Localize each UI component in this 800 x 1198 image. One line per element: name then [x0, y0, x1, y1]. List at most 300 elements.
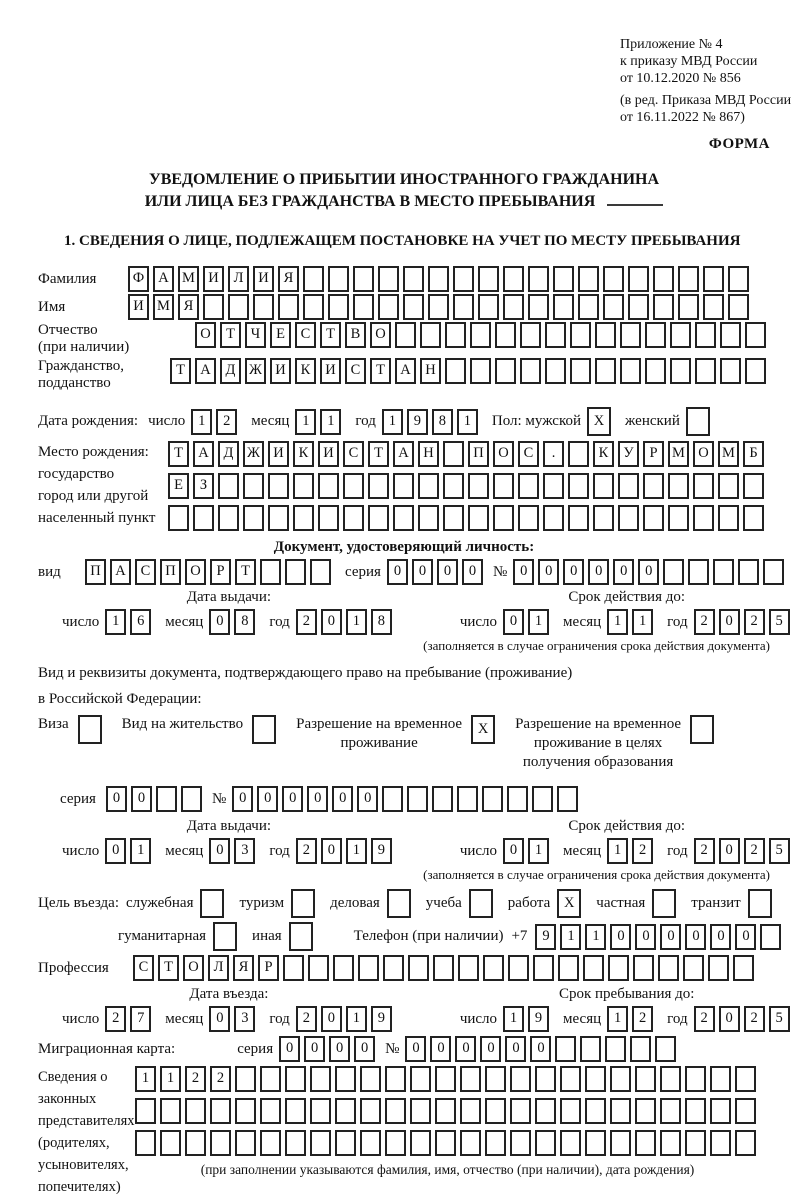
char-box[interactable]: К: [295, 358, 316, 384]
char-box[interactable]: П: [85, 559, 106, 585]
char-box[interactable]: 0: [105, 838, 126, 864]
char-box[interactable]: Н: [420, 358, 441, 384]
char-box[interactable]: [570, 358, 591, 384]
char-box[interactable]: 1: [607, 838, 628, 864]
char-box[interactable]: 0: [430, 1036, 451, 1062]
char-box[interactable]: [285, 1066, 306, 1092]
char-box[interactable]: [718, 505, 739, 531]
char-box[interactable]: [393, 505, 414, 531]
char-box[interactable]: [408, 955, 429, 981]
char-box[interactable]: 0: [209, 609, 230, 635]
char-box[interactable]: [710, 1066, 731, 1092]
char-box[interactable]: [360, 1098, 381, 1124]
char-box[interactable]: Т: [370, 358, 391, 384]
char-box[interactable]: 1: [320, 409, 341, 435]
char-box[interactable]: 0: [106, 786, 127, 812]
char-box[interactable]: П: [160, 559, 181, 585]
char-box[interactable]: [570, 322, 591, 348]
char-box[interactable]: 2: [216, 409, 237, 435]
char-box[interactable]: [745, 358, 766, 384]
char-box[interactable]: [493, 473, 514, 499]
char-box[interactable]: 0: [357, 786, 378, 812]
char-box[interactable]: О: [370, 322, 391, 348]
char-box[interactable]: [528, 266, 549, 292]
char-box[interactable]: 1: [130, 838, 151, 864]
char-box[interactable]: [458, 955, 479, 981]
char-box[interactable]: 0: [638, 559, 659, 585]
char-box[interactable]: [410, 1130, 431, 1156]
char-box[interactable]: [410, 1066, 431, 1092]
char-box[interactable]: [443, 505, 464, 531]
char-box[interactable]: [403, 266, 424, 292]
char-box[interactable]: [518, 505, 539, 531]
char-box[interactable]: И: [268, 441, 289, 467]
char-box[interactable]: [485, 1098, 506, 1124]
char-box[interactable]: 9: [407, 409, 428, 435]
char-box[interactable]: [543, 505, 564, 531]
char-box[interactable]: [535, 1098, 556, 1124]
char-box[interactable]: [383, 955, 404, 981]
char-box[interactable]: [310, 559, 331, 585]
char-box[interactable]: [285, 1098, 306, 1124]
char-box[interactable]: [645, 322, 666, 348]
char-box[interactable]: М: [178, 266, 199, 292]
char-box[interactable]: [343, 473, 364, 499]
char-box[interactable]: [718, 473, 739, 499]
char-box[interactable]: [382, 786, 403, 812]
char-box[interactable]: [243, 505, 264, 531]
char-box[interactable]: 0: [503, 609, 524, 635]
char-box[interactable]: С: [133, 955, 154, 981]
char-box[interactable]: [433, 955, 454, 981]
char-box[interactable]: [260, 1130, 281, 1156]
char-box[interactable]: 5: [769, 838, 790, 864]
char-box[interactable]: 1: [135, 1066, 156, 1092]
char-box[interactable]: [652, 889, 676, 918]
char-box[interactable]: [453, 266, 474, 292]
char-box[interactable]: 9: [371, 1006, 392, 1032]
char-box[interactable]: [310, 1130, 331, 1156]
char-box[interactable]: [748, 889, 772, 918]
char-box[interactable]: 0: [513, 559, 534, 585]
char-box[interactable]: [160, 1098, 181, 1124]
char-box[interactable]: 2: [744, 1006, 765, 1032]
char-box[interactable]: 0: [563, 559, 584, 585]
char-box[interactable]: [695, 358, 716, 384]
char-box[interactable]: Т: [170, 358, 191, 384]
char-box[interactable]: [435, 1098, 456, 1124]
char-box[interactable]: 2: [694, 1006, 715, 1032]
char-box[interactable]: [243, 473, 264, 499]
char-box[interactable]: [482, 786, 503, 812]
char-box[interactable]: [410, 1098, 431, 1124]
char-box[interactable]: [605, 1036, 626, 1062]
char-box[interactable]: С: [518, 441, 539, 467]
char-box[interactable]: [303, 266, 324, 292]
char-box[interactable]: 0: [719, 838, 740, 864]
char-box[interactable]: О: [183, 955, 204, 981]
char-box[interactable]: [387, 889, 411, 918]
char-box[interactable]: [560, 1066, 581, 1092]
char-box[interactable]: 1: [632, 609, 653, 635]
char-box[interactable]: [655, 1036, 676, 1062]
char-box[interactable]: 2: [744, 838, 765, 864]
char-box[interactable]: [457, 786, 478, 812]
char-box[interactable]: 2: [694, 609, 715, 635]
char-box[interactable]: О: [493, 441, 514, 467]
char-box[interactable]: [628, 266, 649, 292]
char-box[interactable]: [507, 786, 528, 812]
char-box[interactable]: [603, 266, 624, 292]
char-box[interactable]: [268, 473, 289, 499]
char-box[interactable]: К: [593, 441, 614, 467]
char-box[interactable]: В: [345, 322, 366, 348]
char-box[interactable]: [495, 358, 516, 384]
char-box[interactable]: [210, 1130, 231, 1156]
char-box[interactable]: И: [253, 266, 274, 292]
char-box[interactable]: О: [195, 322, 216, 348]
char-box[interactable]: 0: [209, 838, 230, 864]
char-box[interactable]: [620, 358, 641, 384]
char-box[interactable]: [568, 505, 589, 531]
char-box[interactable]: 0: [332, 786, 353, 812]
char-box[interactable]: [368, 473, 389, 499]
char-box[interactable]: 2: [296, 609, 317, 635]
char-box[interactable]: И: [318, 441, 339, 467]
char-box[interactable]: 1: [560, 924, 581, 950]
char-box[interactable]: [735, 1130, 756, 1156]
char-box[interactable]: [685, 1098, 706, 1124]
char-box[interactable]: [528, 294, 549, 320]
char-box[interactable]: [560, 1098, 581, 1124]
char-box[interactable]: Ф: [128, 266, 149, 292]
char-box[interactable]: 0: [232, 786, 253, 812]
char-box[interactable]: Т: [220, 322, 241, 348]
char-box[interactable]: [285, 559, 306, 585]
char-box[interactable]: [703, 266, 724, 292]
char-box[interactable]: [328, 294, 349, 320]
char-box[interactable]: [470, 358, 491, 384]
char-box[interactable]: [610, 1130, 631, 1156]
char-box[interactable]: [630, 1036, 651, 1062]
char-box[interactable]: А: [153, 266, 174, 292]
char-box[interactable]: С: [135, 559, 156, 585]
char-box[interactable]: [508, 955, 529, 981]
char-box[interactable]: 3: [234, 1006, 255, 1032]
char-box[interactable]: [470, 322, 491, 348]
char-box[interactable]: [520, 358, 541, 384]
char-box[interactable]: 1: [503, 1006, 524, 1032]
char-box[interactable]: И: [270, 358, 291, 384]
char-box[interactable]: Я: [178, 294, 199, 320]
char-box[interactable]: 1: [191, 409, 212, 435]
char-box[interactable]: [720, 358, 741, 384]
char-box[interactable]: 2: [210, 1066, 231, 1092]
char-box[interactable]: 2: [296, 838, 317, 864]
char-box[interactable]: [235, 1066, 256, 1092]
char-box[interactable]: [553, 266, 574, 292]
char-box[interactable]: 0: [304, 1036, 325, 1062]
char-box[interactable]: П: [468, 441, 489, 467]
char-box[interactable]: [735, 1098, 756, 1124]
char-box[interactable]: [685, 1066, 706, 1092]
char-box[interactable]: [510, 1066, 531, 1092]
char-box[interactable]: 5: [769, 1006, 790, 1032]
char-box[interactable]: [435, 1130, 456, 1156]
char-box[interactable]: [358, 955, 379, 981]
char-box[interactable]: [688, 559, 709, 585]
char-box[interactable]: [203, 294, 224, 320]
char-box[interactable]: [660, 1098, 681, 1124]
char-box[interactable]: [593, 505, 614, 531]
char-box[interactable]: [643, 473, 664, 499]
char-box[interactable]: Я: [278, 266, 299, 292]
char-box[interactable]: 0: [719, 609, 740, 635]
char-box[interactable]: 0: [588, 559, 609, 585]
char-box[interactable]: [335, 1098, 356, 1124]
char-box[interactable]: [560, 1130, 581, 1156]
char-box[interactable]: [360, 1130, 381, 1156]
char-box[interactable]: [308, 955, 329, 981]
char-box[interactable]: [545, 358, 566, 384]
char-box[interactable]: [653, 294, 674, 320]
char-box[interactable]: [485, 1130, 506, 1156]
char-box[interactable]: [535, 1066, 556, 1092]
char-box[interactable]: 0: [405, 1036, 426, 1062]
char-box[interactable]: [378, 266, 399, 292]
char-box[interactable]: [553, 294, 574, 320]
char-box[interactable]: Е: [168, 473, 189, 499]
char-box[interactable]: [720, 322, 741, 348]
char-box[interactable]: А: [195, 358, 216, 384]
char-box[interactable]: [610, 1098, 631, 1124]
char-box[interactable]: [260, 1066, 281, 1092]
char-box[interactable]: 2: [632, 1006, 653, 1032]
char-box[interactable]: М: [153, 294, 174, 320]
char-box[interactable]: [213, 922, 237, 951]
char-box[interactable]: [557, 786, 578, 812]
char-box[interactable]: [510, 1130, 531, 1156]
char-box[interactable]: 1: [105, 609, 126, 635]
char-box[interactable]: Т: [320, 322, 341, 348]
char-box[interactable]: [568, 473, 589, 499]
char-box[interactable]: 1: [346, 838, 367, 864]
char-box[interactable]: [568, 441, 589, 467]
char-box[interactable]: М: [718, 441, 739, 467]
char-box[interactable]: [678, 266, 699, 292]
char-box[interactable]: 2: [744, 609, 765, 635]
char-box[interactable]: [435, 1066, 456, 1092]
char-box[interactable]: [443, 441, 464, 467]
char-box[interactable]: 0: [412, 559, 433, 585]
char-box[interactable]: [285, 1130, 306, 1156]
char-box[interactable]: [218, 473, 239, 499]
char-box[interactable]: [293, 473, 314, 499]
char-box[interactable]: [260, 559, 281, 585]
char-box[interactable]: [660, 1130, 681, 1156]
char-box[interactable]: [418, 473, 439, 499]
char-box[interactable]: [156, 786, 177, 812]
char-box[interactable]: [453, 294, 474, 320]
char-box[interactable]: Н: [418, 441, 439, 467]
char-box[interactable]: X: [557, 889, 581, 918]
char-box[interactable]: [618, 473, 639, 499]
char-box[interactable]: [293, 505, 314, 531]
char-box[interactable]: [693, 473, 714, 499]
char-box[interactable]: X: [471, 715, 495, 744]
char-box[interactable]: 9: [371, 838, 392, 864]
char-box[interactable]: [558, 955, 579, 981]
char-box[interactable]: 9: [528, 1006, 549, 1032]
char-box[interactable]: [403, 294, 424, 320]
char-box[interactable]: [443, 473, 464, 499]
char-box[interactable]: 1: [457, 409, 478, 435]
char-box[interactable]: [360, 1066, 381, 1092]
char-box[interactable]: [670, 358, 691, 384]
char-box[interactable]: [218, 505, 239, 531]
char-box[interactable]: [643, 505, 664, 531]
char-box[interactable]: [580, 1036, 601, 1062]
char-box[interactable]: 0: [209, 1006, 230, 1032]
char-box[interactable]: 0: [329, 1036, 350, 1062]
char-box[interactable]: [735, 1066, 756, 1092]
char-box[interactable]: [683, 955, 704, 981]
char-box[interactable]: [493, 505, 514, 531]
char-box[interactable]: 1: [382, 409, 403, 435]
char-box[interactable]: [353, 294, 374, 320]
char-box[interactable]: Д: [220, 358, 241, 384]
char-box[interactable]: [532, 786, 553, 812]
char-box[interactable]: [693, 505, 714, 531]
char-box[interactable]: [713, 559, 734, 585]
char-box[interactable]: Ч: [245, 322, 266, 348]
char-box[interactable]: [353, 266, 374, 292]
char-box[interactable]: 0: [131, 786, 152, 812]
char-box[interactable]: 0: [503, 838, 524, 864]
char-box[interactable]: 0: [660, 924, 681, 950]
char-box[interactable]: [78, 715, 102, 744]
char-box[interactable]: [678, 294, 699, 320]
char-box[interactable]: 8: [234, 609, 255, 635]
char-box[interactable]: [585, 1066, 606, 1092]
char-box[interactable]: 2: [694, 838, 715, 864]
char-box[interactable]: И: [203, 266, 224, 292]
char-box[interactable]: [533, 955, 554, 981]
char-box[interactable]: [469, 889, 493, 918]
char-box[interactable]: З: [193, 473, 214, 499]
char-box[interactable]: 0: [321, 1006, 342, 1032]
char-box[interactable]: А: [193, 441, 214, 467]
char-box[interactable]: [635, 1066, 656, 1092]
char-box[interactable]: 0: [279, 1036, 300, 1062]
char-box[interactable]: К: [293, 441, 314, 467]
char-box[interactable]: [343, 505, 364, 531]
char-box[interactable]: [478, 266, 499, 292]
char-box[interactable]: 0: [307, 786, 328, 812]
char-box[interactable]: [633, 955, 654, 981]
char-box[interactable]: [333, 955, 354, 981]
char-box[interactable]: [393, 473, 414, 499]
char-box[interactable]: Ж: [245, 358, 266, 384]
char-box[interactable]: [210, 1098, 231, 1124]
char-box[interactable]: [260, 1098, 281, 1124]
char-box[interactable]: [763, 559, 784, 585]
char-box[interactable]: 5: [769, 609, 790, 635]
char-box[interactable]: [168, 505, 189, 531]
char-box[interactable]: [578, 294, 599, 320]
char-box[interactable]: [468, 505, 489, 531]
char-box[interactable]: [690, 715, 714, 744]
char-box[interactable]: [738, 559, 759, 585]
char-box[interactable]: 6: [130, 609, 151, 635]
char-box[interactable]: Р: [643, 441, 664, 467]
char-box[interactable]: 0: [354, 1036, 375, 1062]
char-box[interactable]: [578, 266, 599, 292]
char-box[interactable]: И: [128, 294, 149, 320]
char-box[interactable]: [710, 1098, 731, 1124]
char-box[interactable]: [200, 889, 224, 918]
char-box[interactable]: [407, 786, 428, 812]
char-box[interactable]: 0: [719, 1006, 740, 1032]
char-box[interactable]: [503, 266, 524, 292]
char-box[interactable]: Л: [208, 955, 229, 981]
char-box[interactable]: [478, 294, 499, 320]
char-box[interactable]: [252, 715, 276, 744]
char-box[interactable]: [610, 1066, 631, 1092]
char-box[interactable]: [235, 1130, 256, 1156]
char-box[interactable]: [235, 1098, 256, 1124]
char-box[interactable]: 0: [685, 924, 706, 950]
char-box[interactable]: 0: [538, 559, 559, 585]
char-box[interactable]: И: [320, 358, 341, 384]
char-box[interactable]: 0: [462, 559, 483, 585]
char-box[interactable]: С: [295, 322, 316, 348]
char-box[interactable]: [318, 473, 339, 499]
char-box[interactable]: [608, 955, 629, 981]
char-box[interactable]: [728, 294, 749, 320]
char-box[interactable]: А: [393, 441, 414, 467]
char-box[interactable]: 8: [371, 609, 392, 635]
char-box[interactable]: [160, 1130, 181, 1156]
char-box[interactable]: [543, 473, 564, 499]
char-box[interactable]: У: [618, 441, 639, 467]
char-box[interactable]: [518, 473, 539, 499]
char-box[interactable]: Т: [368, 441, 389, 467]
char-box[interactable]: [428, 294, 449, 320]
char-box[interactable]: 1: [528, 838, 549, 864]
char-box[interactable]: [658, 955, 679, 981]
char-box[interactable]: Е: [270, 322, 291, 348]
char-box[interactable]: [385, 1130, 406, 1156]
char-box[interactable]: Я: [233, 955, 254, 981]
char-box[interactable]: [283, 955, 304, 981]
char-box[interactable]: [318, 505, 339, 531]
char-box[interactable]: [385, 1066, 406, 1092]
char-box[interactable]: 8: [432, 409, 453, 435]
char-box[interactable]: [743, 505, 764, 531]
char-box[interactable]: [618, 505, 639, 531]
char-box[interactable]: [635, 1130, 656, 1156]
char-box[interactable]: [395, 322, 416, 348]
char-box[interactable]: [432, 786, 453, 812]
char-box[interactable]: [445, 358, 466, 384]
char-box[interactable]: 2: [296, 1006, 317, 1032]
char-box[interactable]: [181, 786, 202, 812]
char-box[interactable]: Т: [235, 559, 256, 585]
char-box[interactable]: [485, 1066, 506, 1092]
char-box[interactable]: 1: [346, 609, 367, 635]
char-box[interactable]: [385, 1098, 406, 1124]
